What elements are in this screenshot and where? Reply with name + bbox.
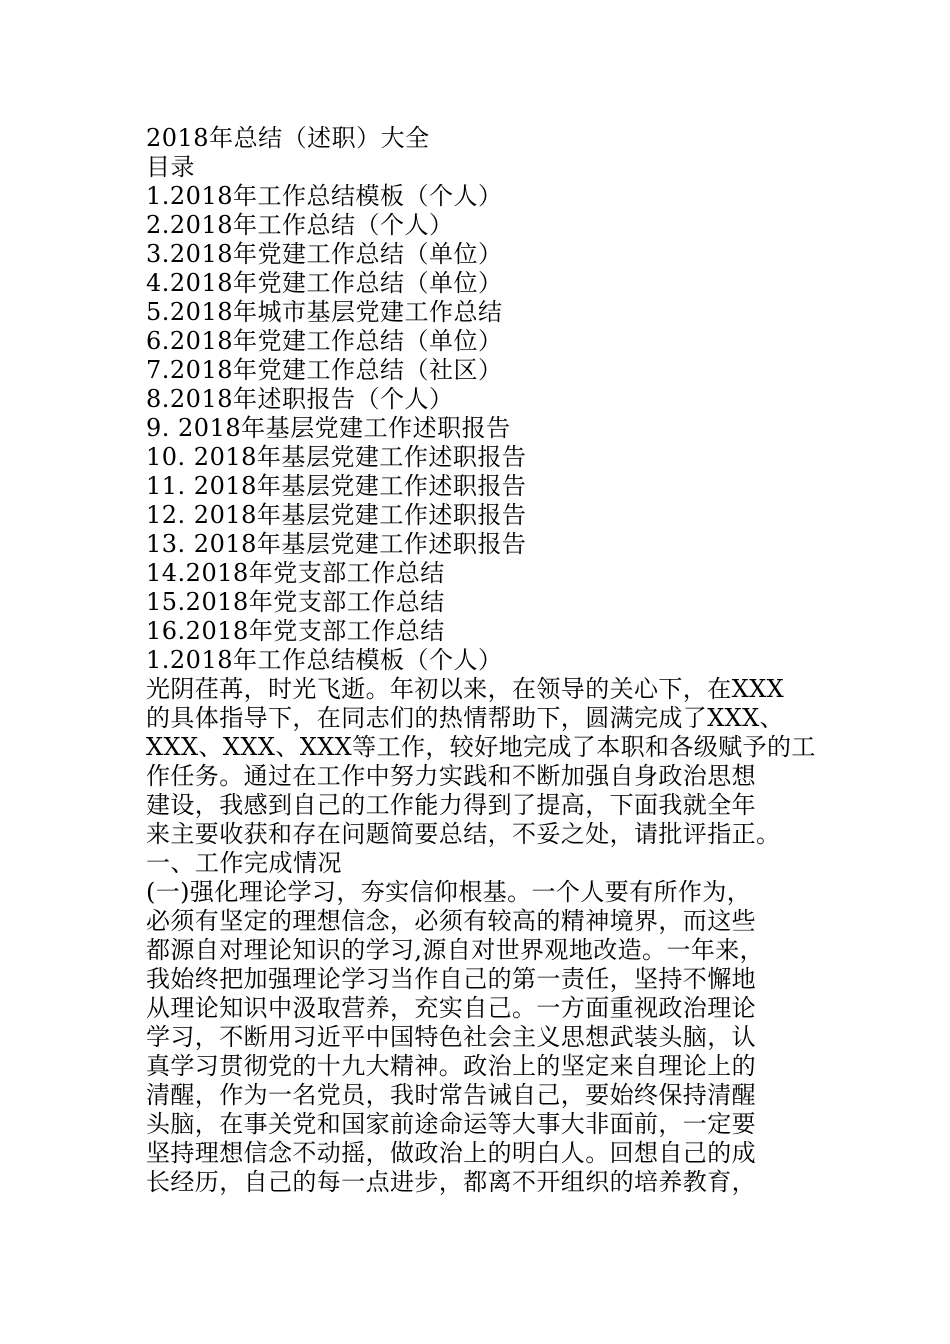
toc-item: 14.2018年党支部工作总结: [146, 559, 445, 587]
toc-item: 13. 2018年基层党建工作述职报告: [146, 530, 527, 558]
paragraph-line: XXX、XXX、XXX等工作，较好地完成了本职和各级赋予的工: [146, 733, 816, 761]
paragraph-line: 清醒，作为一名党员，我时常告诫自己，要始终保持清醒: [146, 1081, 756, 1109]
toc-item: 8.2018年述职报告（个人）: [146, 385, 454, 413]
toc-item: 11. 2018年基层党建工作述职报告: [146, 472, 527, 500]
toc-item: 6.2018年党建工作总结（单位）: [146, 327, 503, 355]
section-heading: 一、工作完成情况: [146, 849, 342, 877]
paragraph-line: 真学习贯彻党的十九大精神。政治上的坚定来自理论上的: [146, 1052, 756, 1080]
document-title: 2018年总结（述职）大全: [146, 124, 430, 152]
paragraph-line: 来主要收获和存在问题简要总结，不妥之处，请批评指正。: [146, 820, 781, 848]
paragraph-line: 坚持理想信念不动摇，做政治上的明白人。回想自己的成: [146, 1139, 756, 1167]
toc-item: 10. 2018年基层党建工作述职报告: [146, 443, 527, 471]
toc-item: 4.2018年党建工作总结（单位）: [146, 269, 503, 297]
paragraph-line: 建设，我感到自己的工作能力得到了提高，下面我就全年: [146, 791, 756, 819]
paragraph-line: 都源自对理论知识的学习,源自对世界观地改造。一年来，: [146, 936, 765, 964]
paragraph-line: 长经历，自己的每一点进步，都离不开组织的培养教育，: [146, 1168, 756, 1196]
intro-paragraph: [146, 675, 818, 849]
paragraph-line: 学习，不断用习近平中国特色社会主义思想武装头脑，认: [146, 1023, 756, 1051]
toc-heading: 目录: [146, 153, 195, 181]
paragraph-line: 作任务。通过在工作中努力实践和不断加强自身政治思想: [146, 762, 756, 790]
toc-item: 1.2018年工作总结模板（个人）: [146, 182, 503, 210]
paragraph-line: 从理论知识中汲取营养，充实自己。一方面重视政治理论: [146, 994, 756, 1022]
toc-item: 5.2018年城市基层党建工作总结: [146, 298, 503, 326]
toc-item: 12. 2018年基层党建工作述职报告: [146, 501, 527, 529]
toc-item: 2.2018年工作总结（个人）: [146, 211, 454, 239]
toc-item: 15.2018年党支部工作总结: [146, 588, 445, 616]
body-paragraph: [146, 878, 818, 1197]
paragraph-line: 头脑，在事关党和国家前途命运等大事大非面前，一定要: [146, 1110, 756, 1138]
paragraph-line: 光阴荏苒，时光飞逝。年初以来，在领导的关心下，在XXX: [146, 675, 785, 703]
toc-item: 3.2018年党建工作总结（单位）: [146, 240, 503, 268]
paragraph-line: 的具体指导下，在同志们的热情帮助下，圆满完成了XXX、: [146, 704, 785, 732]
paragraph-line: (一)强化理论学习，夯实信仰根基。一个人要有所作为，: [146, 878, 752, 906]
paragraph-line: 必须有坚定的理想信念，必须有较高的精神境界，而这些: [146, 907, 756, 935]
table-of-contents: [146, 182, 818, 646]
toc-item: 16.2018年党支部工作总结: [146, 617, 445, 645]
section-title: 1.2018年工作总结模板（个人）: [146, 646, 503, 674]
toc-item: 7.2018年党建工作总结（社区）: [146, 356, 503, 384]
toc-item: 9. 2018年基层党建工作述职报告: [146, 414, 511, 442]
document-page: [146, 124, 818, 1197]
paragraph-line: 我始终把加强理论学习当作自己的第一责任，坚持不懈地: [146, 965, 756, 993]
